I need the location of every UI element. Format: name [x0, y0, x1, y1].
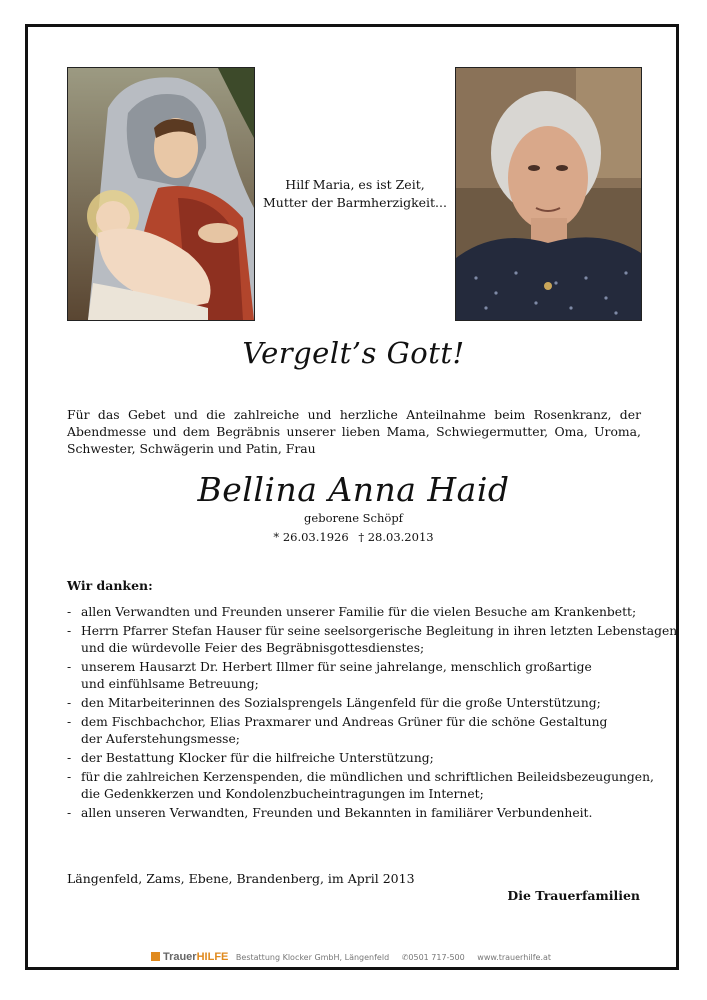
footer-company: Bestattung Klocker GmbH, Längenfeld — [235, 953, 390, 962]
list-item-line: unserem Hausarzt Dr. Herbert Illmer für seine jahrelange, menschlich großartige — [81, 660, 592, 674]
list-dash: - — [67, 660, 72, 674]
quote-line-1: Hilf Maria, es ist Zeit, — [285, 177, 425, 192]
list-item-line: und die würdevolle Feier des Begräbnisgottesdienstes; — [81, 641, 425, 655]
list-dash: - — [67, 624, 72, 638]
heading-vergelts-gott: Vergelt’s Gott! — [242, 336, 465, 370]
footer — [0, 951, 707, 963]
list-item-line: der Auferstehungsmesse; — [81, 732, 240, 746]
list-item-line: die Gedenkkerzen und Kondolenzbucheintragungen im Internet; — [81, 787, 484, 801]
death-date: † 28.03.2013 — [358, 530, 434, 544]
list-dash: - — [67, 751, 72, 765]
list-item-line: dem Fischbachchor, Elias Praxmarer und Andreas Grüner für die schöne Gestaltung — [81, 715, 608, 729]
born-name: geborene Schöpf — [304, 511, 403, 525]
list-item — [67, 769, 654, 803]
list-item — [67, 714, 647, 748]
logo-text-a: Trauer — [162, 951, 197, 963]
list-item-line: der Bestattung Klocker für die hilfreiche Unterstützung; — [81, 751, 434, 765]
logo-text-b: HILFE — [196, 951, 229, 963]
madonna-image — [67, 67, 255, 321]
list-item-line: und einfühlsame Betreuung; — [81, 677, 259, 691]
list-item — [67, 805, 647, 822]
deceased-name: Bellina Anna Haid — [197, 470, 510, 509]
list-item-line: den Mitarbeiterinnen des Sozialsprengels Längenfeld für die große Unterstützung; — [81, 696, 601, 710]
life-dates — [0, 530, 707, 544]
list-item — [67, 623, 678, 657]
list-item — [67, 750, 647, 767]
list-item — [67, 604, 647, 621]
place-date: Längenfeld, Zams, Ebene, Brandenberg, im April 2013 — [67, 871, 415, 886]
logo-icon — [151, 952, 160, 961]
thanks-heading: Wir danken: — [67, 578, 153, 593]
list-item-line: allen Verwandten und Freunden unserer Familie für die vielen Besuche am Krankenbett; — [81, 605, 637, 619]
list-dash: - — [67, 715, 72, 729]
footer-phone: ✆0501 717-500 — [401, 953, 465, 962]
prayer-quote — [260, 176, 450, 212]
list-item-line: für die zahlreichen Kerzenspenden, die mündlichen und schriftlichen Beileidsbezeugungen, — [81, 770, 654, 784]
list-item-line: allen unseren Verwandten, Freunden und Bekannten in familiärer Verbundenheit. — [81, 806, 593, 820]
list-dash: - — [67, 605, 72, 619]
footer-web: www.trauerhilfe.at — [477, 953, 552, 962]
trauerhilfe-logo — [151, 951, 228, 963]
intro-text: Für das Gebet und die zahlreiche und herzliche Anteilnahme beim Rosenkranz, der Abendmesse und dem Begräbnis unserer lieben Mama, Schwiegermutter, Oma, Uroma, Schwester, Schwägerin und Patin, Frau — [67, 407, 641, 456]
list-item — [67, 695, 647, 712]
list-dash: - — [67, 696, 72, 710]
list-dash: - — [67, 770, 72, 784]
birth-date: * 26.03.1926 — [273, 530, 349, 544]
portrait-photo — [455, 67, 642, 321]
list-item-line: Herrn Pfarrer Stefan Hauser für seine seelsorgerische Begleitung in ihren letzten Lebenstagen — [81, 624, 678, 638]
quote-line-2: Mutter der Barmherzigkeit... — [263, 195, 447, 210]
list-dash: - — [67, 806, 72, 820]
signature: Die Trauerfamilien — [507, 888, 640, 903]
list-item — [67, 659, 647, 693]
thanks-list — [67, 604, 678, 824]
